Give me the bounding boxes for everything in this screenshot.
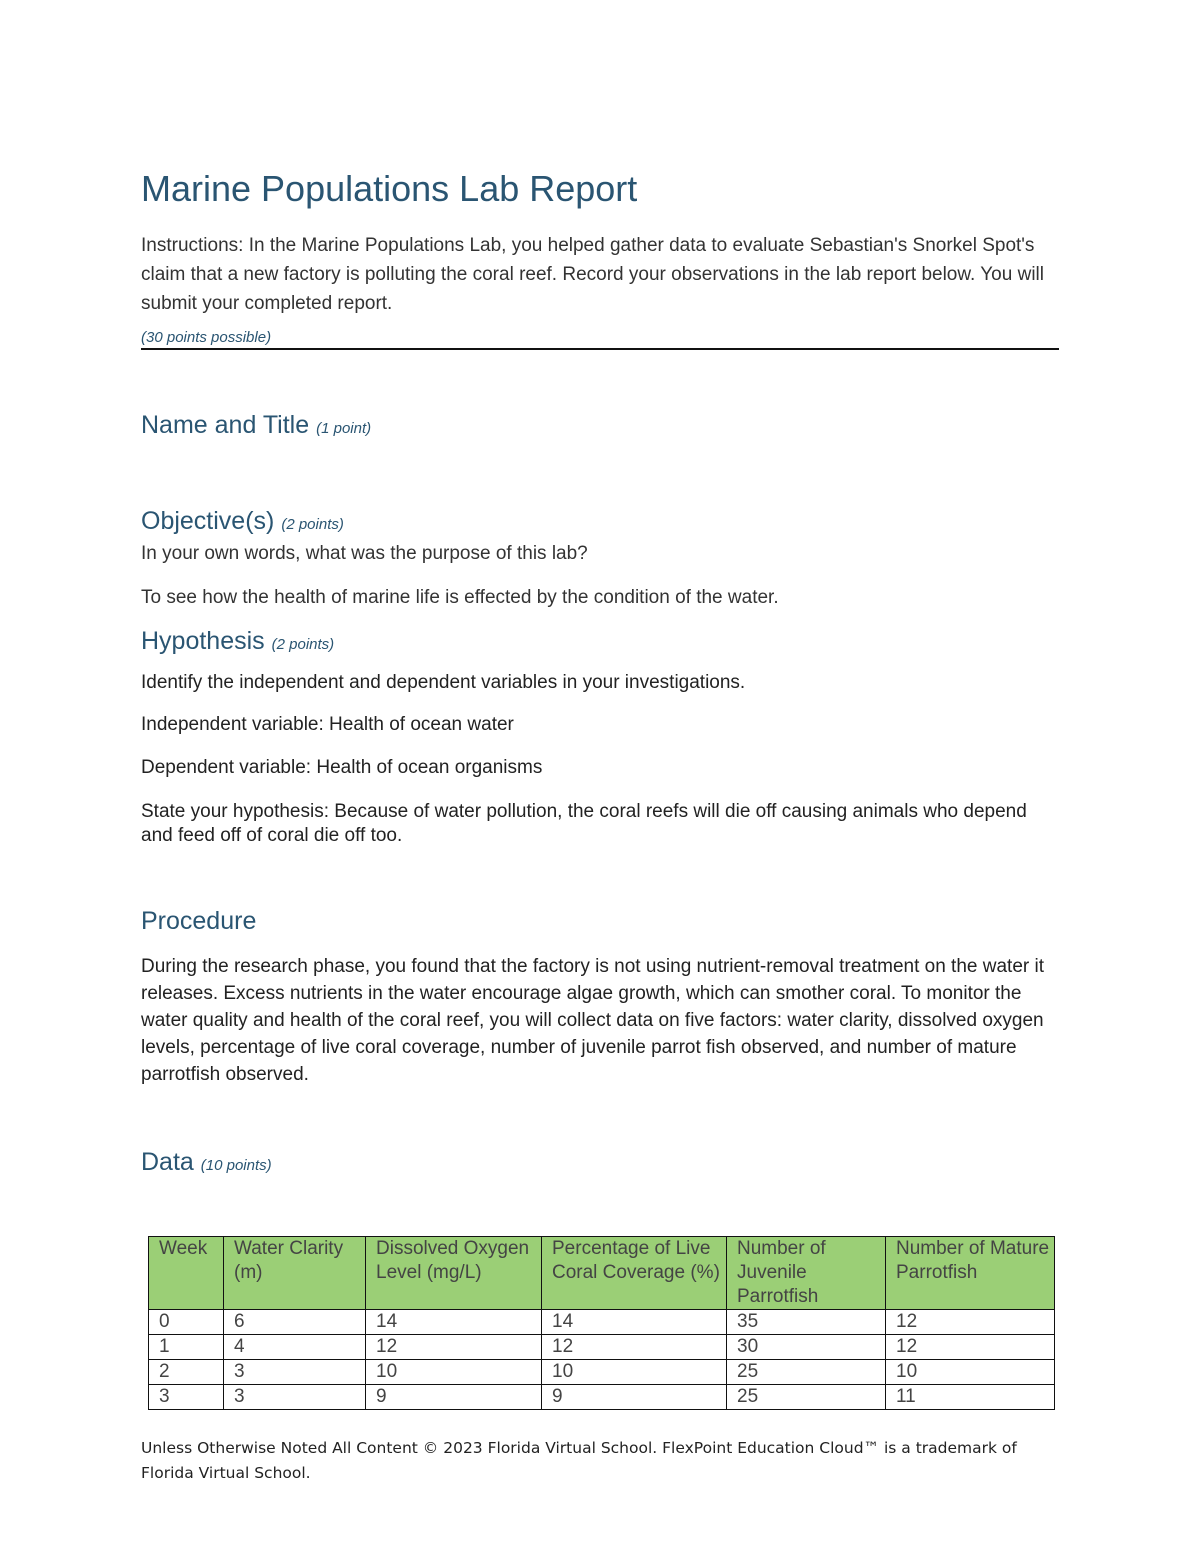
header-week: Week xyxy=(149,1237,224,1310)
header-dissolved-oxygen: Dissolved Oxygen Level (mg/L) xyxy=(366,1237,542,1310)
hypothesis-statement: State your hypothesis: Because of water pollution, the coral reefs will die off causing animals who depend and feed off of coral die off too. xyxy=(141,801,1027,846)
page-title: Marine Populations Lab Report xyxy=(141,168,638,209)
name-title-heading-text: Name and Title xyxy=(141,411,310,439)
copyright-footer: Unless Otherwise Noted All Content © 2023 Florida Virtual School. FlexPoint Education Cloud™ is a trademark of Florida Virtual School. xyxy=(141,1439,1017,1482)
objective-points: (2 points) xyxy=(281,516,344,533)
table-cell: 3 xyxy=(149,1385,224,1410)
points-possible: (30 points possible) xyxy=(141,329,272,346)
hypothesis-points: (2 points) xyxy=(271,636,335,653)
data-heading xyxy=(141,1148,272,1177)
table-row xyxy=(149,1310,1055,1335)
hypothesis-heading xyxy=(141,627,334,656)
table-cell: 11 xyxy=(886,1385,1055,1410)
table-cell: 12 xyxy=(886,1335,1055,1360)
table-cell: 12 xyxy=(366,1335,542,1360)
hypothesis-prompt: Identify the independent and dependent variables in your investigations. xyxy=(141,672,746,693)
table-header-row xyxy=(149,1237,1055,1310)
table-cell: 12 xyxy=(542,1335,727,1360)
table-row xyxy=(149,1335,1055,1360)
data-table xyxy=(148,1236,1055,1410)
objective-question: In your own words, what was the purpose of this lab? xyxy=(141,543,588,564)
data-points: (10 points) xyxy=(200,1157,272,1174)
table-cell: 25 xyxy=(727,1385,886,1410)
objective-heading xyxy=(141,507,344,536)
table-cell: 6 xyxy=(224,1310,366,1335)
dependent-variable: Dependent variable: Health of ocean organisms xyxy=(141,757,543,778)
table-cell: 0 xyxy=(149,1310,224,1335)
table-cell: 4 xyxy=(224,1335,366,1360)
header-divider xyxy=(141,348,1059,350)
independent-variable: Independent variable: Health of ocean water xyxy=(141,714,514,735)
procedure-heading: Procedure xyxy=(141,907,257,935)
table-cell: 14 xyxy=(542,1310,727,1335)
name-title-points: (1 point) xyxy=(316,420,372,437)
table-cell: 35 xyxy=(727,1310,886,1335)
table-cell: 2 xyxy=(149,1360,224,1385)
objective-heading-text: Objective(s) xyxy=(141,507,275,535)
table-cell: 3 xyxy=(224,1385,366,1410)
table-cell: 14 xyxy=(366,1310,542,1335)
table-cell: 9 xyxy=(366,1385,542,1410)
table-cell: 10 xyxy=(886,1360,1055,1385)
header-live-coral: Percentage of Live Coral Coverage (%) xyxy=(542,1237,727,1310)
hypothesis-heading-text: Hypothesis xyxy=(141,627,265,655)
table-cell: 10 xyxy=(542,1360,727,1385)
header-juvenile-parrotfish: Number of Juvenile Parrotfish xyxy=(727,1237,886,1310)
table-cell: 1 xyxy=(149,1335,224,1360)
name-title-heading xyxy=(141,411,371,440)
table-cell: 25 xyxy=(727,1360,886,1385)
table-row xyxy=(149,1360,1055,1385)
header-mature-parrotfish: Number of Mature Parrotfish xyxy=(886,1237,1055,1310)
table-row xyxy=(149,1385,1055,1410)
table-cell: 10 xyxy=(366,1360,542,1385)
instructions-text: Instructions: In the Marine Populations Lab, you helped gather data to evaluate Sebastian's Snorkel Spot's claim that a new factory is polluting the coral reef. Record your observations in the lab report below. You will submit your completed report. xyxy=(141,235,1044,314)
objective-answer: To see how the health of marine life is effected by the condition of the water. xyxy=(141,587,779,608)
table-cell: 3 xyxy=(224,1360,366,1385)
table-cell: 9 xyxy=(542,1385,727,1410)
table-cell: 30 xyxy=(727,1335,886,1360)
procedure-text: During the research phase, you found that the factory is not using nutrient-removal treatment on the water it releases. Excess nutrients in the water encourage algae growth, which can smother coral. To monitor the water quality and health of the coral reef, you will collect data on five factors: water clarity, dissolved oxygen levels, percentage of live coral coverage, number of juvenile parrot fish observed, and number of mature parrotfish observed. xyxy=(141,956,1044,1085)
table-cell: 12 xyxy=(886,1310,1055,1335)
data-heading-text: Data xyxy=(141,1148,194,1176)
header-water-clarity: Water Clarity (m) xyxy=(224,1237,366,1310)
